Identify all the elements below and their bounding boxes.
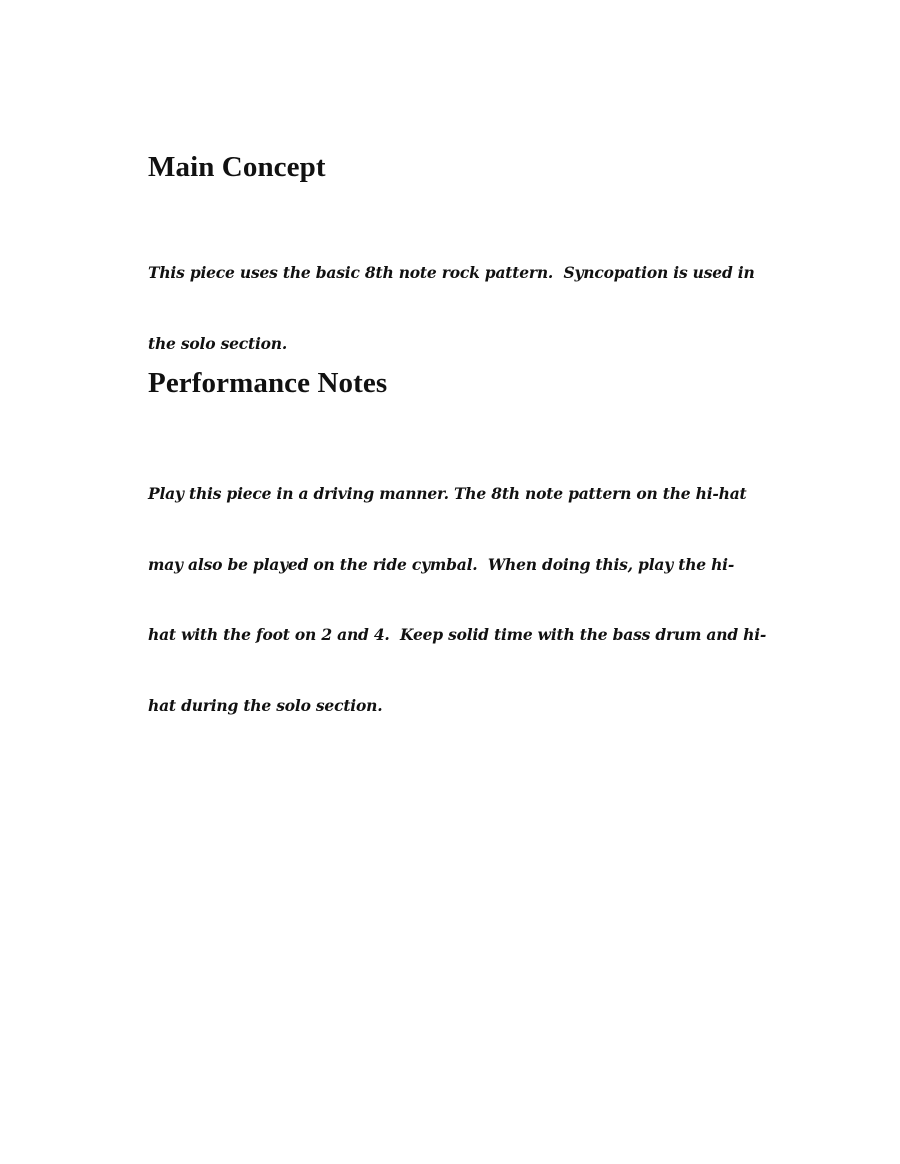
performance-notes-section	[148, 366, 768, 764]
performance-notes-text	[148, 435, 768, 764]
main-concept-line: the solo section.	[148, 333, 288, 353]
main-concept-section	[148, 150, 768, 402]
performance-notes-heading: Performance Notes	[148, 367, 388, 399]
performance-notes-line: may also be played on the ride cymbal. When doing this, play the hi-	[148, 554, 735, 574]
main-concept-heading: Main Concept	[148, 151, 326, 183]
performance-notes-line: hat with the foot on 2 and 4. Keep solid time with the bass drum and hi-	[148, 625, 767, 644]
performance-notes-line: Play this piece in a driving manner. The 8th note pattern on the hi-hat	[148, 484, 747, 503]
performance-notes-line: hat during the solo section.	[148, 695, 383, 715]
main-concept-line: This piece uses the basic 8th note rock pattern. Syncopation is used in	[148, 263, 755, 282]
